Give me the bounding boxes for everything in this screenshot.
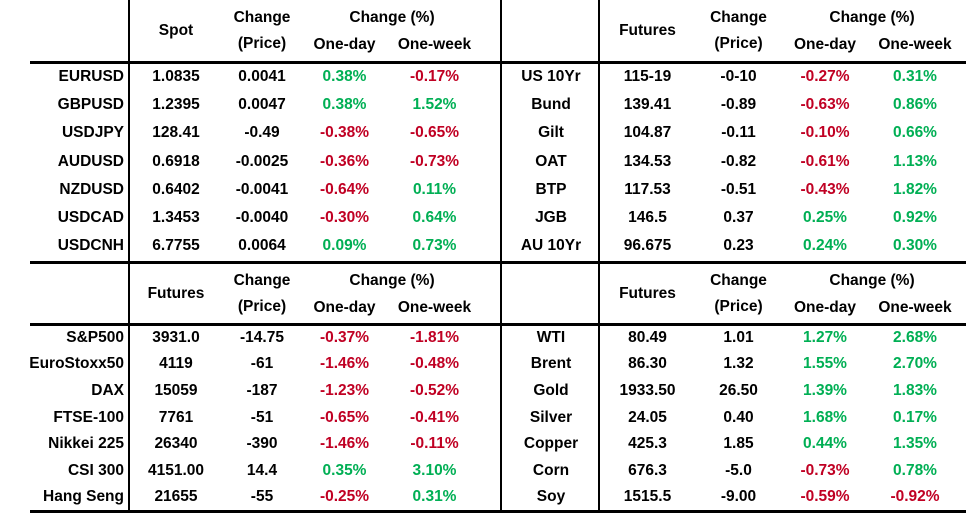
- value-cell: 24.05: [628, 408, 667, 426]
- one-week-subheader: One-week: [397, 36, 472, 53]
- value-cell: 3931.0: [152, 328, 200, 346]
- instrument-label: Silver: [529, 408, 573, 426]
- value-cell: 0.6918: [152, 152, 200, 170]
- header-line: Change: [710, 271, 767, 289]
- change-price-cell: -0.11: [721, 124, 756, 142]
- one-day-pct-cell: -0.43%: [800, 180, 850, 198]
- table-row: [0, 484, 980, 511]
- header-line: (Price): [237, 297, 287, 315]
- change-price-cell: -0.51: [720, 180, 757, 198]
- change-price-cell: 0.40: [723, 408, 754, 426]
- one-day-pct-cell: -0.30%: [319, 209, 370, 227]
- instrument-label: NZDUSD: [59, 180, 124, 198]
- header-line: Change: [710, 9, 767, 26]
- one-week-subheader: One-week: [397, 298, 472, 316]
- instrument-label: USDCAD: [57, 209, 124, 227]
- value-cell: 134.53: [623, 152, 672, 170]
- one-week-pct-cell: 1.83%: [893, 381, 937, 399]
- one-day-pct-cell: 0.38%: [322, 95, 367, 113]
- one-week-pct-cell: 1.13%: [893, 152, 937, 170]
- one-week-pct-cell: 0.73%: [412, 237, 457, 255]
- corner-cell: [0, 263, 130, 324]
- one-day-pct-cell: -0.10%: [800, 124, 850, 142]
- one-week-pct-cell: -0.52%: [409, 381, 460, 399]
- instrument-label: OAT: [535, 152, 567, 170]
- table-row: [0, 351, 980, 378]
- table-row: [0, 324, 980, 351]
- one-week-pct-cell: 2.68%: [893, 328, 937, 346]
- instrument-label: WTI: [536, 328, 566, 346]
- one-week-pct-cell: 1.35%: [893, 435, 937, 453]
- instrument-label: Corn: [532, 461, 570, 479]
- header-line: (Price): [237, 35, 287, 52]
- instrument-label: FTSE-100: [53, 408, 124, 426]
- one-day-pct-cell: -0.59%: [800, 488, 850, 506]
- one-day-pct-cell: -0.25%: [319, 488, 370, 506]
- table-row: [0, 62, 980, 90]
- change-price-cell: -187: [246, 381, 278, 399]
- equities-and-commodities-table: [0, 263, 980, 510]
- change-price-cell: -51: [250, 408, 274, 426]
- change-price-cell: -5.0: [725, 461, 752, 479]
- one-day-subheader: One-day: [793, 298, 856, 316]
- change-price-cell: 0.0041: [238, 67, 286, 85]
- one-day-pct-cell: 1.55%: [803, 355, 847, 373]
- value-cell: 425.3: [628, 435, 667, 453]
- instrument-label: Gilt: [538, 124, 564, 142]
- instrument-label: Hang Seng: [43, 488, 124, 506]
- fx-value-column-header: Spot: [158, 22, 194, 40]
- value-cell: 117.53: [624, 180, 671, 198]
- instrument-label: CSI 300: [67, 461, 124, 479]
- change-price-cell: -55: [250, 488, 274, 506]
- one-week-pct-cell: 0.11%: [412, 180, 457, 198]
- instrument-label: AUDUSD: [57, 152, 124, 170]
- change-price-cell: -0-10: [720, 67, 757, 85]
- instrument-label: USDJPY: [61, 124, 124, 142]
- value-cell: 15059: [154, 381, 198, 399]
- instrument-label: AU 10Yr: [520, 237, 582, 255]
- table-row: [0, 404, 980, 431]
- value-cell: 1.2395: [152, 95, 200, 113]
- instrument-label: EURUSD: [58, 67, 124, 85]
- change-price-cell: -0.82: [720, 152, 757, 170]
- one-day-pct-cell: 1.27%: [803, 328, 847, 346]
- header-line: Change (%): [349, 9, 435, 26]
- one-day-subheader: One-day: [793, 36, 856, 53]
- one-week-pct-cell: 0.66%: [893, 124, 937, 142]
- one-day-pct-cell: -0.36%: [319, 152, 370, 170]
- one-week-pct-cell: 0.31%: [412, 488, 457, 506]
- commodities-change-pct-header: [782, 263, 980, 324]
- change-price-cell: 0.0047: [238, 95, 286, 113]
- one-day-pct-cell: -0.61%: [800, 152, 850, 170]
- instrument-label: JGB: [535, 209, 567, 227]
- header-line: Change (%): [829, 9, 915, 26]
- value-cell: 676.3: [628, 461, 667, 479]
- instrument-label: Nikkei 225: [48, 435, 124, 453]
- value-cell: 4119: [159, 355, 193, 373]
- value-cell: 1.0835: [152, 67, 200, 85]
- value-cell: 96.675: [623, 237, 672, 255]
- one-week-subheader: One-week: [878, 36, 952, 53]
- one-day-pct-cell: 0.44%: [803, 435, 847, 453]
- commodities-value-column-header: Futures: [619, 284, 676, 302]
- header-line: (Price): [714, 35, 763, 52]
- one-week-subheader: One-week: [878, 298, 952, 316]
- header-row: [0, 0, 980, 62]
- change-price-cell: 0.37: [723, 209, 754, 227]
- header-line: Change: [233, 9, 291, 26]
- change-price-cell: -0.0041: [235, 180, 289, 198]
- change-price-cell: -9.00: [720, 488, 757, 506]
- one-day-pct-cell: -1.23%: [319, 381, 370, 399]
- instrument-label: Copper: [523, 435, 579, 453]
- change-price-cell: -0.49: [244, 124, 280, 142]
- bonds-value-column-header: Futures: [619, 22, 676, 40]
- corner-cell: [0, 0, 130, 62]
- value-cell: 0.6402: [152, 180, 200, 198]
- change-price-cell: -0.0025: [235, 152, 289, 170]
- one-day-subheader: One-day: [313, 36, 376, 53]
- equities-value-column-header: Futures: [147, 284, 205, 302]
- one-day-pct-cell: -0.38%: [319, 124, 370, 142]
- corner-cell: [502, 263, 600, 324]
- one-week-pct-cell: -0.73%: [409, 152, 460, 170]
- header-line: Change (%): [829, 271, 915, 289]
- bottom-rule: [30, 510, 966, 513]
- fx-and-bonds-table: [0, 0, 980, 260]
- one-week-pct-cell: -0.11%: [410, 435, 459, 453]
- table-row: [0, 147, 980, 175]
- value-cell: 80.49: [628, 328, 667, 346]
- one-week-pct-cell: -0.48%: [409, 355, 460, 373]
- change-price-cell: 0.23: [723, 237, 754, 255]
- instrument-label: DAX: [91, 381, 124, 399]
- value-cell: 4151.00: [147, 461, 205, 479]
- value-cell: 115-19: [623, 67, 672, 85]
- one-day-pct-cell: -0.37%: [319, 328, 370, 346]
- instrument-label: GBPUSD: [57, 95, 124, 113]
- one-day-subheader: One-day: [313, 298, 376, 316]
- one-week-pct-cell: -0.65%: [409, 124, 460, 142]
- one-day-pct-cell: -0.65%: [319, 408, 370, 426]
- commodities-change-price-header: [695, 263, 782, 324]
- change-price-cell: -14.75: [240, 328, 284, 346]
- one-week-pct-cell: 0.64%: [412, 209, 457, 227]
- instrument-label: Soy: [536, 488, 566, 506]
- instrument-label: BTP: [535, 180, 567, 198]
- one-day-pct-cell: 0.25%: [803, 209, 847, 227]
- fx-change-pct-header: [302, 0, 502, 62]
- one-day-pct-cell: 1.39%: [803, 381, 847, 399]
- instrument-label: EuroStoxx50: [29, 355, 124, 373]
- instrument-label: Brent: [530, 355, 572, 373]
- one-day-pct-cell: -0.63%: [800, 95, 850, 113]
- table-row: [0, 203, 980, 231]
- table-row: [0, 232, 980, 260]
- instrument-label: S&P500: [66, 328, 124, 346]
- value-cell: 26340: [154, 435, 198, 453]
- fx-change-price-header: [222, 0, 302, 62]
- header-row: [0, 263, 980, 324]
- one-week-pct-cell: 3.10%: [412, 461, 457, 479]
- change-price-cell: 1.32: [723, 355, 754, 373]
- one-week-pct-cell: 1.52%: [412, 95, 457, 113]
- value-cell: 21655: [154, 488, 198, 506]
- header-line: Change (%): [349, 271, 435, 289]
- one-week-pct-cell: -0.17%: [409, 67, 460, 85]
- value-cell: 139.41: [623, 95, 672, 113]
- change-price-cell: -0.89: [720, 95, 757, 113]
- change-price-cell: 26.50: [719, 381, 758, 399]
- one-day-pct-cell: 0.24%: [803, 237, 847, 255]
- one-week-pct-cell: -0.41%: [409, 408, 460, 426]
- equities-change-price-header: [222, 263, 302, 324]
- one-week-pct-cell: 1.82%: [893, 180, 937, 198]
- instrument-label: Gold: [533, 381, 569, 399]
- equities-change-pct-header: [302, 263, 502, 324]
- table-row: [0, 430, 980, 457]
- one-day-pct-cell: -0.73%: [800, 461, 850, 479]
- one-week-pct-cell: 0.78%: [893, 461, 937, 479]
- one-week-pct-cell: 2.70%: [893, 355, 937, 373]
- table-row: [0, 175, 980, 203]
- instrument-label: Bund: [531, 95, 571, 113]
- table-row: [0, 457, 980, 484]
- instrument-label: USDCNH: [57, 237, 124, 255]
- table-row: [0, 90, 980, 118]
- table-row: [0, 377, 980, 404]
- value-cell: 1.3453: [152, 209, 200, 227]
- header-line: (Price): [714, 297, 763, 315]
- value-cell: 6.7755: [152, 237, 200, 255]
- change-price-cell: 1.85: [723, 435, 754, 453]
- corner-cell: [502, 0, 600, 62]
- value-cell: 146.5: [628, 209, 667, 227]
- one-week-pct-cell: 0.17%: [893, 408, 937, 426]
- one-day-pct-cell: -1.46%: [319, 355, 370, 373]
- change-price-cell: -61: [250, 355, 274, 373]
- one-week-pct-cell: -0.92%: [890, 488, 940, 506]
- bonds-change-price-header: [695, 0, 782, 62]
- bonds-change-pct-header: [782, 0, 980, 62]
- one-day-pct-cell: 1.68%: [803, 408, 847, 426]
- one-day-pct-cell: 0.35%: [322, 461, 367, 479]
- one-day-pct-cell: -0.64%: [319, 180, 370, 198]
- instrument-label: US 10Yr: [521, 67, 581, 85]
- value-cell: 104.87: [623, 124, 672, 142]
- change-price-cell: 0.0064: [238, 237, 286, 255]
- value-cell: 1933.50: [619, 381, 676, 399]
- one-day-pct-cell: 0.09%: [322, 237, 367, 255]
- one-week-pct-cell: 0.30%: [893, 237, 937, 255]
- one-day-pct-cell: -1.46%: [319, 435, 370, 453]
- value-cell: 7761: [158, 408, 194, 426]
- one-day-pct-cell: 0.38%: [322, 67, 367, 85]
- table-row: [0, 119, 980, 147]
- one-week-pct-cell: -1.81%: [409, 328, 460, 346]
- value-cell: 1515.5: [623, 488, 672, 506]
- one-week-pct-cell: 0.92%: [893, 209, 937, 227]
- value-cell: 128.41: [152, 124, 200, 142]
- change-price-cell: 14.4: [246, 461, 278, 479]
- one-week-pct-cell: 0.31%: [893, 67, 937, 85]
- change-price-cell: -390: [246, 435, 278, 453]
- one-week-pct-cell: 0.86%: [893, 95, 937, 113]
- header-line: Change: [233, 271, 291, 289]
- change-price-cell: -0.0040: [235, 209, 289, 227]
- one-day-pct-cell: -0.27%: [800, 67, 850, 85]
- value-cell: 86.30: [628, 355, 667, 373]
- change-price-cell: 1.01: [723, 328, 754, 346]
